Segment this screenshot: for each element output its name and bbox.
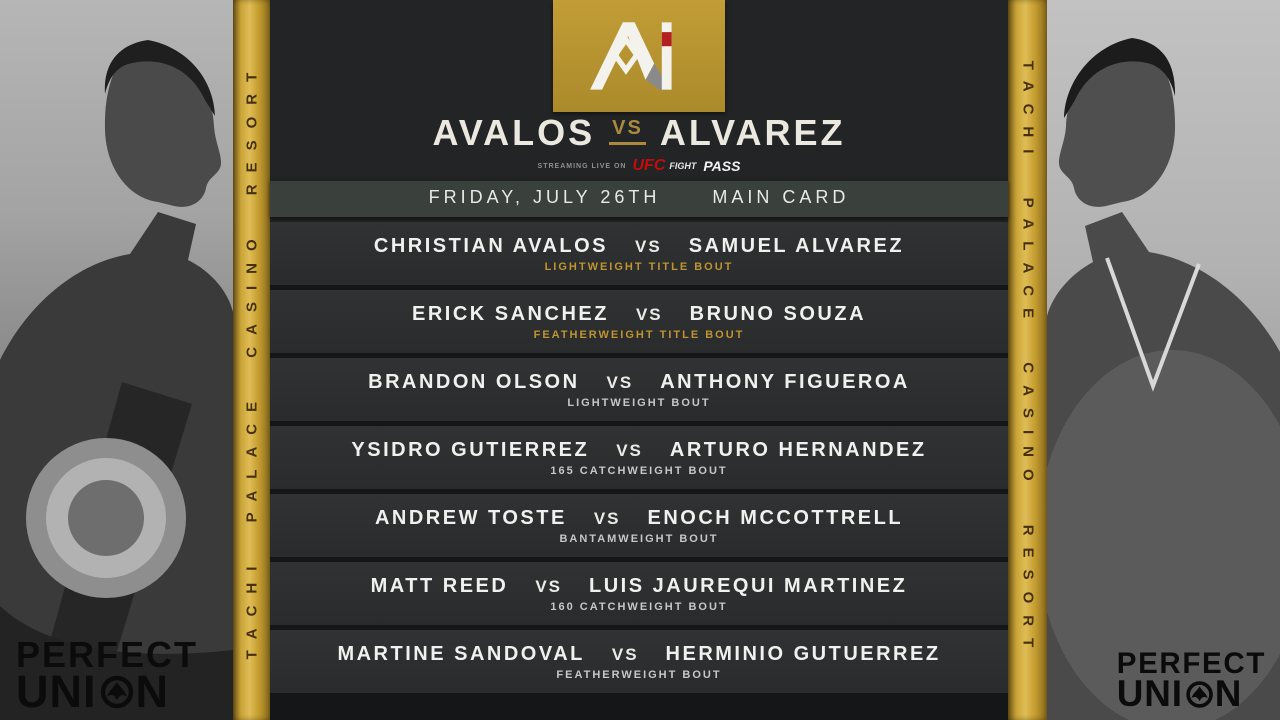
bout-type: FEATHERWEIGHT TITLE BOUT	[533, 328, 745, 341]
lotus-emblem-icon	[99, 674, 135, 710]
fight-names	[337, 643, 940, 666]
fightpass-pass-label: PASS	[703, 158, 741, 174]
bout-type: LIGHTWEIGHT TITLE BOUT	[544, 260, 734, 273]
fight-list	[270, 222, 1008, 720]
sponsor-logo-left	[16, 633, 199, 717]
event-date: FRIDAY, JULY 26TH	[428, 187, 661, 207]
fight-row	[270, 290, 1008, 353]
fighter1-name: ANDREW TOSTE	[374, 506, 567, 529]
main-panel	[270, 0, 1008, 720]
lotus-emblem-icon	[1184, 679, 1214, 709]
fightpass-fight-label: FIGHT	[669, 161, 697, 171]
vs-label: VS	[635, 236, 662, 256]
bout-type: BANTAMWEIGHT BOUT	[559, 532, 719, 545]
fighter2-name: BRUNO SOUZA	[689, 302, 867, 325]
fight-row	[270, 358, 1008, 421]
fight-names	[374, 235, 904, 258]
fight-row	[270, 630, 1008, 693]
bout-type: FEATHERWEIGHT BOUT	[556, 668, 722, 681]
event-title	[270, 110, 1008, 156]
venue-banner-text: TACHI PALACE CASINO RESORT	[243, 60, 260, 660]
streaming-line	[270, 154, 1008, 178]
fighter1-name: MARTINE SANDOVAL	[337, 642, 585, 665]
bout-type: LIGHTWEIGHT BOUT	[567, 396, 711, 409]
fight-row	[270, 562, 1008, 625]
sponsor-line2-left: UNI	[1116, 671, 1183, 714]
fighter1-name: BRANDON OLSON	[368, 370, 580, 393]
sponsor-line2	[16, 665, 198, 717]
title-vs-label: VS	[609, 117, 646, 145]
vs-label: VS	[616, 440, 643, 460]
vs-label: VS	[635, 304, 663, 324]
fighter-photo-right	[1047, 0, 1280, 720]
fight-row	[270, 222, 1008, 285]
vs-label: VS	[535, 576, 563, 596]
fighter1-name: MATT REED	[370, 574, 509, 597]
sponsor-line2-right: N	[135, 665, 169, 717]
sponsor-line2-right: N	[1214, 671, 1243, 714]
sponsor-logo-right	[1116, 645, 1266, 714]
card-label: MAIN CARD	[712, 187, 850, 207]
fighter2-name: ANTHONY FIGUEROA	[660, 370, 910, 393]
fighter2-name: ARTURO HERNANDEZ	[669, 438, 927, 461]
fight-names	[368, 371, 910, 394]
sponsor-line1: PERFECT	[1116, 645, 1266, 680]
date-bar	[270, 179, 1008, 217]
fighter-silhouette-left	[0, 0, 233, 720]
fight-names	[371, 575, 908, 598]
fight-row	[270, 494, 1008, 557]
a1-monogram-icon	[584, 18, 694, 94]
fighter-silhouette-right	[1047, 0, 1280, 720]
venue-banner-left	[233, 0, 270, 720]
venue-banner-text: TACHI PALACE CASINO RESORT	[1019, 60, 1036, 660]
vs-label: VS	[606, 372, 634, 392]
fighter1-name: ERICK SANCHEZ	[411, 302, 609, 325]
bout-type: 160 CATCHWEIGHT BOUT	[550, 600, 728, 613]
fighter1-name: CHRISTIAN AVALOS	[373, 234, 608, 257]
venue-banner-right	[1008, 0, 1047, 720]
bout-type: 165 CATCHWEIGHT BOUT	[550, 464, 728, 477]
fighter2-name: LUIS JAUREQUI MARTINEZ	[589, 574, 908, 597]
vs-label: VS	[593, 508, 621, 528]
fight-names	[351, 439, 926, 462]
streaming-prefix: STREAMING LIVE ON	[537, 162, 627, 170]
fighter-photo-left	[0, 0, 233, 720]
title-fighter-right: ALVAREZ	[659, 112, 846, 153]
title-fighter-left: AVALOS	[432, 112, 596, 153]
event-logo	[553, 0, 725, 112]
fighter2-name: ENOCH MCCOTTRELL	[647, 506, 904, 529]
sponsor-line2-left: UNI	[16, 665, 97, 717]
fight-row	[270, 426, 1008, 489]
fight-names	[412, 303, 866, 326]
ufc-logo: UFC	[632, 157, 666, 174]
sponsor-line1: PERFECT	[16, 633, 199, 675]
fighter1-name: YSIDRO GUTIERREZ	[351, 438, 590, 461]
vs-label: VS	[611, 644, 639, 664]
fighter2-name: HERMINIO GUTUERREZ	[665, 642, 941, 665]
fight-names	[375, 507, 903, 530]
sponsor-line2	[1116, 671, 1266, 714]
fighter2-name: SAMUEL ALVAREZ	[688, 234, 905, 257]
